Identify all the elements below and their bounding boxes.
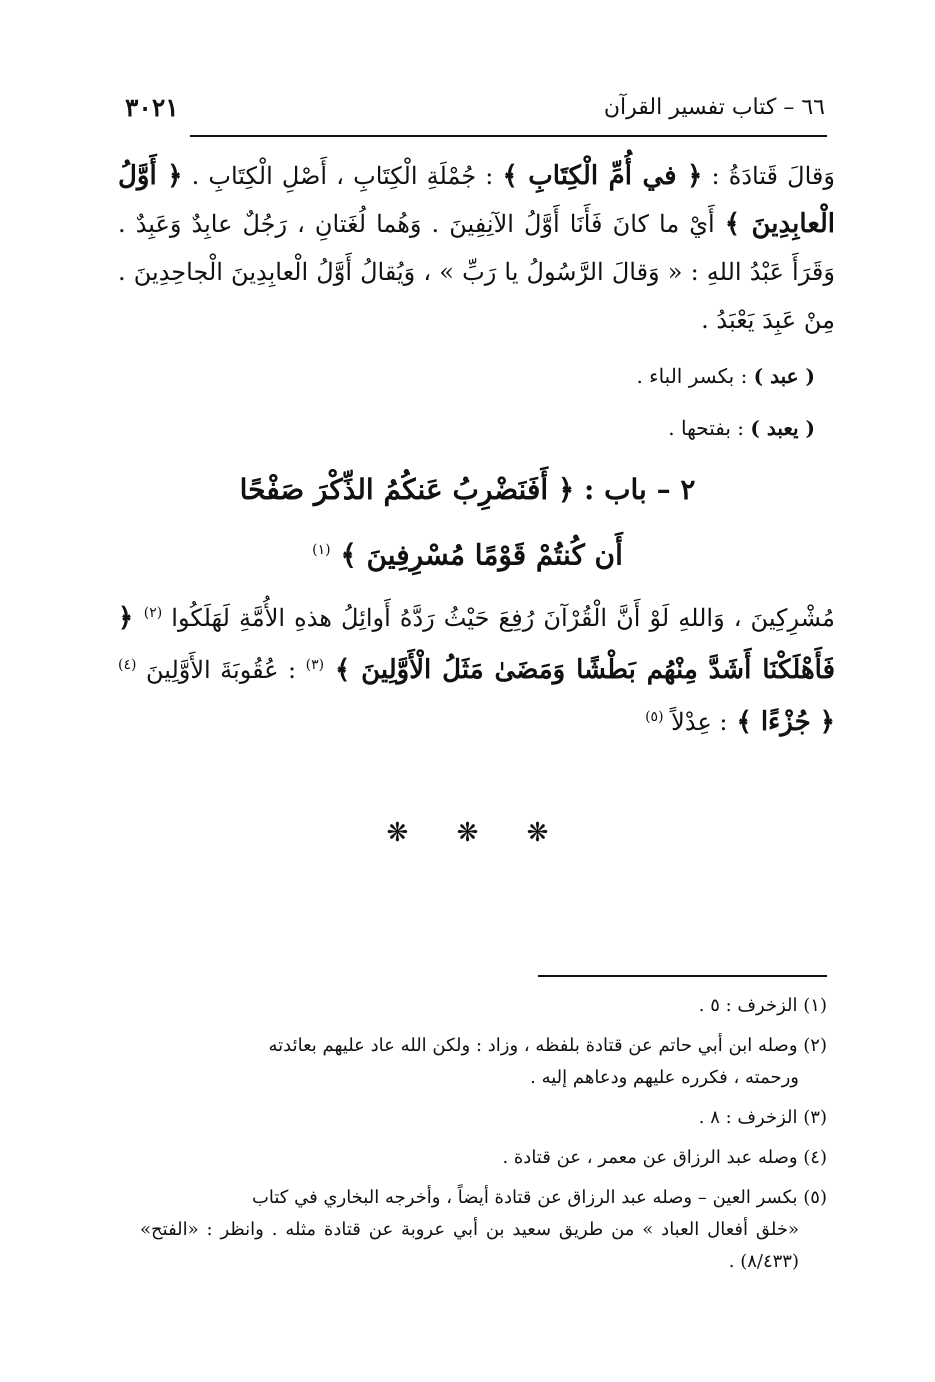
definition-term: ( يعبد ): [750, 416, 815, 440]
definition-item: [636, 402, 815, 454]
definition-text: : بفتحها .: [668, 416, 751, 440]
footnote-number: (٤): [803, 1147, 827, 1168]
header-rule: [190, 135, 827, 137]
footnote-number: (٣): [803, 1107, 827, 1128]
chapter-heading: [100, 460, 835, 585]
footnote-text: وصله ابن أبي حاتم عن قتادة بلفظه ، وزاد : ولكن الله عاد عليهم بعائدته: [268, 1035, 804, 1056]
text-segment: : عُقُوبَةَ الأَوَّلِينَ: [136, 656, 306, 684]
definition-text: : بكسر الباء .: [636, 364, 754, 388]
chapter-heading-line: [100, 520, 835, 585]
definition-item: [636, 350, 815, 402]
page-header: [125, 92, 825, 132]
section-separator: ❋ ❋ ❋: [386, 818, 549, 848]
quran-quote: ﴿ فَأَهْلَكْنَا أَشَدَّ مِنْهُم بَطْشًا وَمَضَىٰ مَثَلُ الْأَوَّلِينَ ﴾: [118, 603, 836, 685]
footnote-rule: [538, 975, 827, 977]
footnote-ref: (٤): [118, 657, 137, 673]
footnote: [140, 990, 827, 1022]
second-text-block: [118, 590, 835, 746]
footnote-ref: (٥): [645, 709, 664, 725]
definitions-list: [636, 350, 815, 454]
footnote-ref: (٢): [143, 605, 163, 621]
page-number: ٣٠٢١: [125, 93, 179, 122]
text-segment: : جُمْلَةِ الْكِتَابِ ، أَصْلِ الْكِتَابِ .: [182, 162, 503, 190]
footnote-text: الزخرف : ٨ .: [698, 1107, 804, 1128]
main-paragraph: [118, 152, 835, 344]
footnote: [140, 1182, 827, 1278]
main-text-block: [118, 152, 835, 344]
chapter-heading-line: ٢ – باب : ﴿ أَفَنَضْرِبُ عَنكُمُ الذِّكْرَ صَفْحًا: [239, 473, 696, 506]
footnote-number: (١): [803, 995, 827, 1016]
second-paragraph: [118, 590, 835, 746]
footnotes: [140, 990, 827, 1286]
footnote-text: الزخرف : ٥ .: [698, 995, 804, 1016]
footnote-continuation: ورحمته ، فكرره عليهم ودعاهم إليه .: [530, 1067, 799, 1088]
quran-quote: ﴿ في أُمِّ الْكِتَابِ ﴾: [502, 161, 703, 191]
footnote-ref: (١): [312, 542, 331, 558]
quran-quote: ﴿ أَوَّلُ الْعابِدِينَ ﴾: [118, 161, 836, 239]
definition-term: ( عبد ): [753, 364, 815, 388]
text-segment: مُشْرِكِينَ ، وَاللهِ لَوْ أَنَّ الْقُرْآنَ رُفِعَ حَيْثُ رَدَّهُ أَوائِلُ هذهِ الأُمَّةِ لَهَلَكُوا: [162, 604, 835, 632]
footnote-text: بكسر العين – وصله عبد الرزاق عن قتادة أيضاً ، وأخرجه البخاري في كتاب: [251, 1187, 804, 1208]
running-title: ٦٦ – كتاب تفسير القرآن: [603, 95, 825, 120]
footnote: [140, 1030, 827, 1094]
text-segment: وَقالَ قَتادَةُ :: [702, 162, 835, 190]
text-segment: : عِدْلاً: [663, 708, 728, 736]
footnote-ref: (٣): [305, 657, 325, 673]
footnote: [140, 1102, 827, 1134]
text-segment: أَيْ ما كانَ فَأَنَا أَوَّلُ الآنِفِينَ . وَهُما لُغَتانِ ، رَجُلٌ عابِدٌ وَعَبِدٌ . وَقَرَأَ عَبْدُ اللهِ : « وَقالَ الرَّسُولُ يا رَبِّ » ، وَيُقالُ أَوَّلُ الْعابِدِينَ الْجاحِدِينَ . مِنْ عَبِدَ يَعْبَدُ .: [118, 210, 835, 334]
quran-quote: ﴿ جُزْءًا ﴾: [727, 707, 835, 737]
footnote-number: (٢): [803, 1035, 827, 1056]
footnote-text: وصله عبد الرزاق عن معمر ، عن قتادة .: [502, 1147, 804, 1168]
footnote-continuation: «خلق أفعال العباد » من طريق سعيد بن أبي عروبة عن قتادة مثله . وانظر : «الفتح» (٨/٤٣٣) .: [140, 1219, 799, 1272]
chapter-heading-text: أَن كُنتُمْ قَوْمًا مُسْرِفِينَ ﴾: [340, 538, 623, 572]
footnote: [140, 1142, 827, 1174]
footnote-number: (٥): [803, 1187, 827, 1208]
